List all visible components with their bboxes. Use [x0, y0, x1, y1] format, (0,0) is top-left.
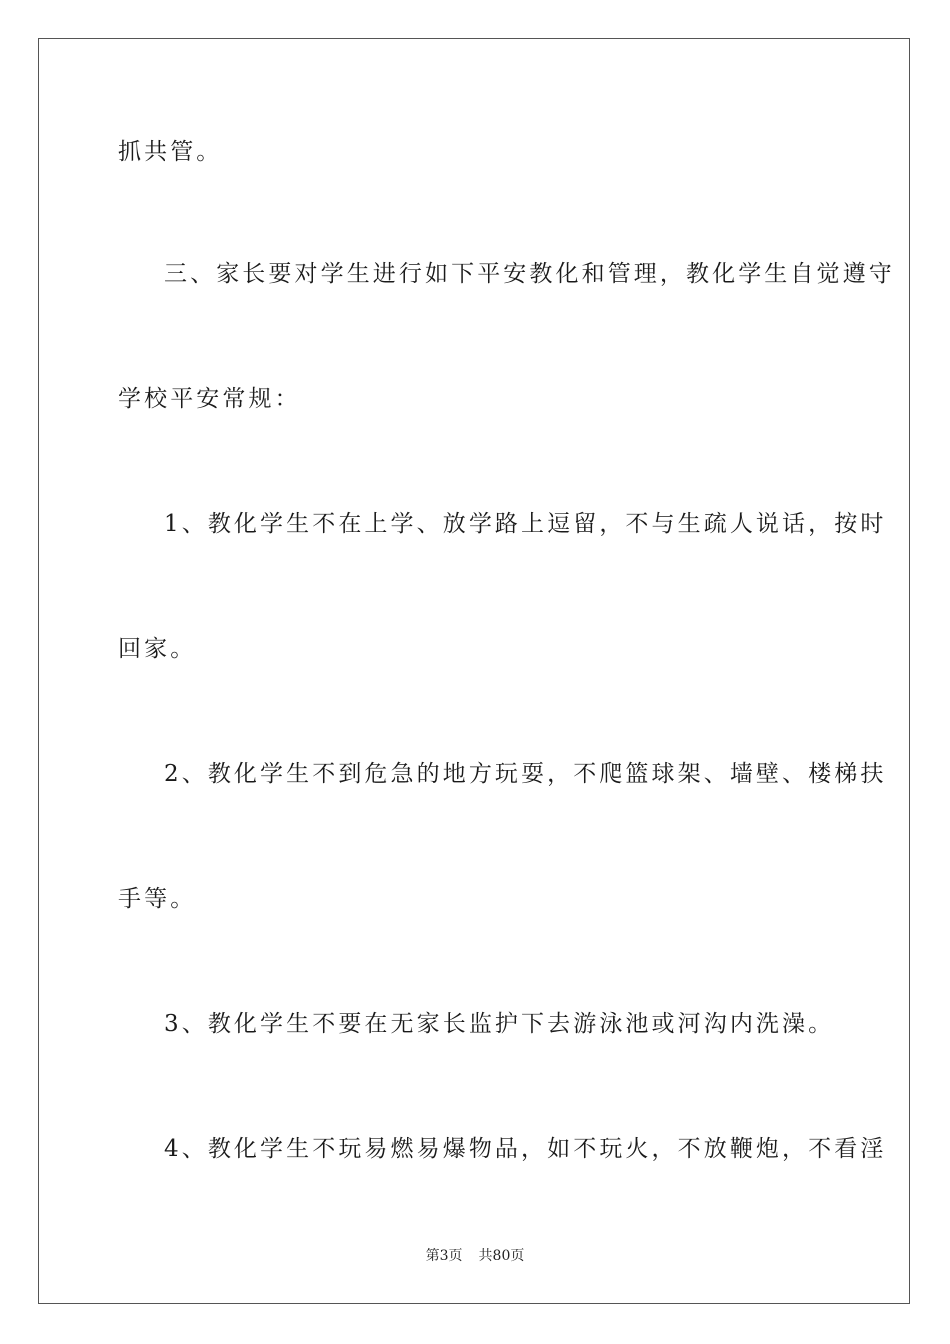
text-line: 4、教化学生不玩易燃易爆物品，如不玩火，不放鞭炮，不看淫	[164, 1136, 887, 1162]
text-line: 抓共管。	[118, 139, 223, 165]
text-line: 3、教化学生不要在无家长监护下去游泳池或河沟内洗澡。	[164, 1011, 835, 1037]
text-line: 手等。	[118, 886, 197, 912]
text-line: 三、家长要对学生进行如下平安教化和管理，教化学生自觉遵守	[164, 261, 895, 287]
page-footer	[0, 1247, 950, 1265]
page-frame	[38, 38, 910, 1304]
text-line: 回家。	[118, 636, 197, 662]
page-number: 第3页	[425, 1248, 463, 1264]
text-line: 1、教化学生不在上学、放学路上逗留，不与生疏人说话，按时	[164, 511, 887, 537]
text-line: 学校平安常规：	[118, 386, 301, 412]
page-total: 共80页	[478, 1248, 525, 1264]
text-line: 2、教化学生不到危急的地方玩耍，不爬篮球架、墙壁、楼梯扶	[164, 761, 887, 787]
